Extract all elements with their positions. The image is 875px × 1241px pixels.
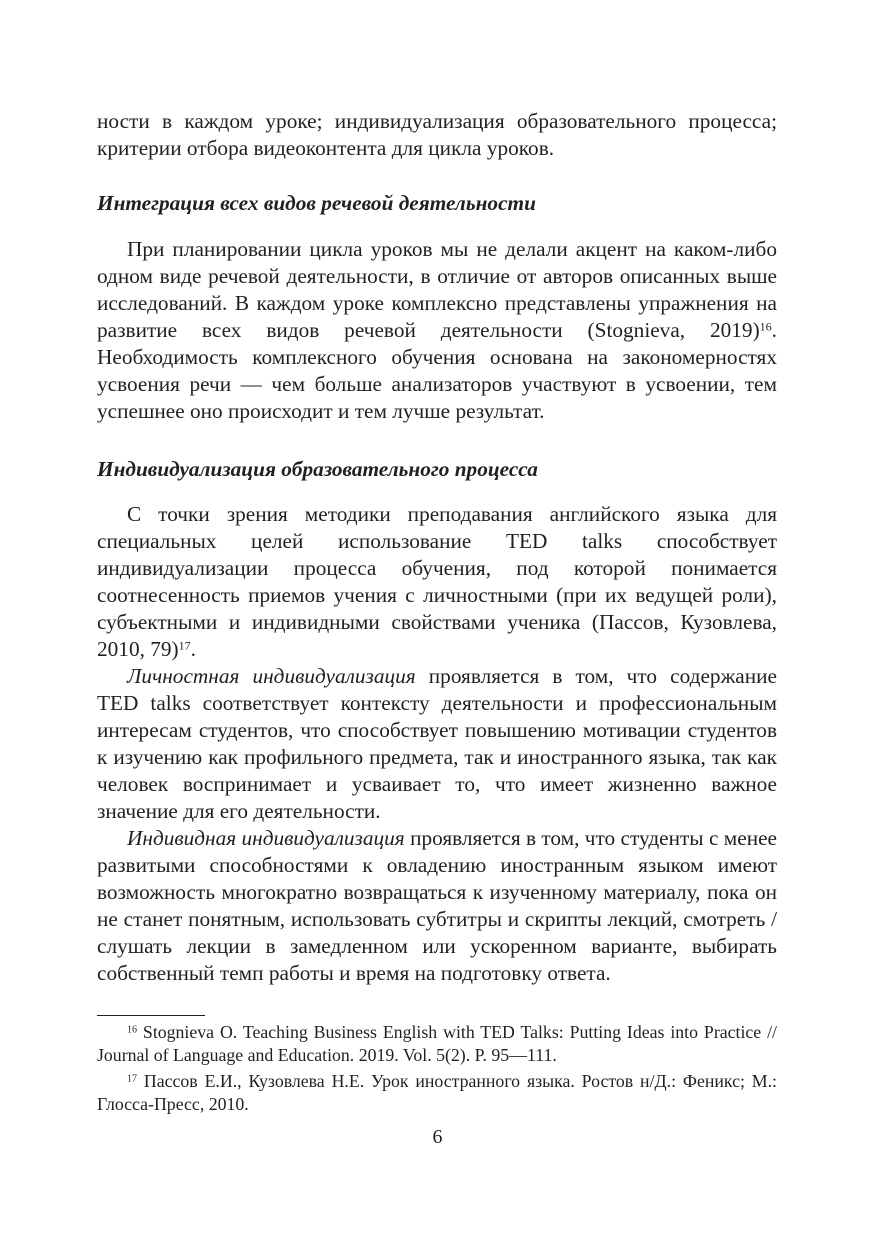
individualization-text-tail: . — [190, 637, 196, 661]
individual-individualization-text: проявляется в том, что студенты с менее развитыми способностями к овладению иностранным языком имеют возможность многократно возвращаться к изученному материалу, пока он не станет понятным, использовать субтитры и скрипты лекций, смотреть / слушать лекции в замедленном или ускоренном варианте, выбирать собственный темп работы и время на подготовку ответа. — [97, 826, 777, 985]
integration-paragraph — [97, 236, 777, 425]
footnote-separator — [97, 1015, 205, 1016]
individualization-paragraph-2 — [97, 663, 777, 825]
intro-paragraph: ности в каждом уроке; индивидуализация образовательного процесса; критерии отбора видеоконтента для цикла уроков. — [97, 109, 777, 160]
section-heading-individualization: Индивидуализация образовательного процесса — [97, 457, 538, 481]
footnote-ref-16: 16 — [759, 319, 772, 334]
footnote-17 — [97, 1070, 777, 1115]
individualization-text: С точки зрения методики преподавания английского языка для специальных целей использование TED talks способствует индивидуализации процесса обучения, под которой понимается соотнесенность приемов учения с личностными (при их ведущей роли), субъектными и индивидными свойствами ученика (Пассов, Кузовлева, 2010, 79) — [97, 502, 777, 661]
footnote-ref-17: 17 — [178, 638, 191, 653]
footnote-number-17: 17 — [127, 1073, 137, 1085]
footnote-text-16: Stognieva O. Teaching Business English with TED Talks: Putting Ideas into Practice // Journal of Language and Education. 2019. Vol. 5(2). P. 95—111. — [97, 1022, 777, 1065]
term-individual-individualization: Индивидная индивидуализация — [127, 826, 405, 850]
individualization-paragraph-1 — [97, 501, 777, 663]
integration-text-tail: . Необходимость комплексного обучения основана на закономерностях усвоения речи — чем больше анализаторов участвуют в усвоении, тем успешнее оно происходит и тем лучше результат. — [97, 318, 777, 423]
integration-text: При планировании цикла уроков мы не делали акцент на каком-либо одном виде речевой деятельности, в отличие от авторов описанных выше исследований. В каждом уроке комплексно представлены упражнения на развитие всех видов речевой деятельности (Stognieva, 2019) — [97, 237, 777, 342]
footnote-number-16: 16 — [127, 1024, 137, 1036]
footnote-16 — [97, 1021, 777, 1066]
footnote-text-17: Пассов Е.И., Кузовлева Н.Е. Урок иностранного языка. Ростов н/Д.: Феникс; М.: Глосса-Пресс, 2010. — [97, 1071, 777, 1114]
page-number: 6 — [432, 1126, 443, 1148]
term-personal-individualization: Личностная индивидуализация — [127, 664, 416, 688]
individualization-paragraph-3 — [97, 825, 777, 987]
personal-individualization-text: проявляется в том, что содержание TED talks соответствует контексту деятельности и профессиональным интересам студентов, что способствует повышению мотивации студентов к изучению как профильного предмета, так и иностранного языка, так как человек воспринимает и усваивает то, что имеет жизненно важное значение для его деятельности. — [97, 664, 777, 823]
page-body — [97, 108, 777, 1115]
section-heading-integration: Интеграция всех видов речевой деятельности — [97, 191, 536, 215]
